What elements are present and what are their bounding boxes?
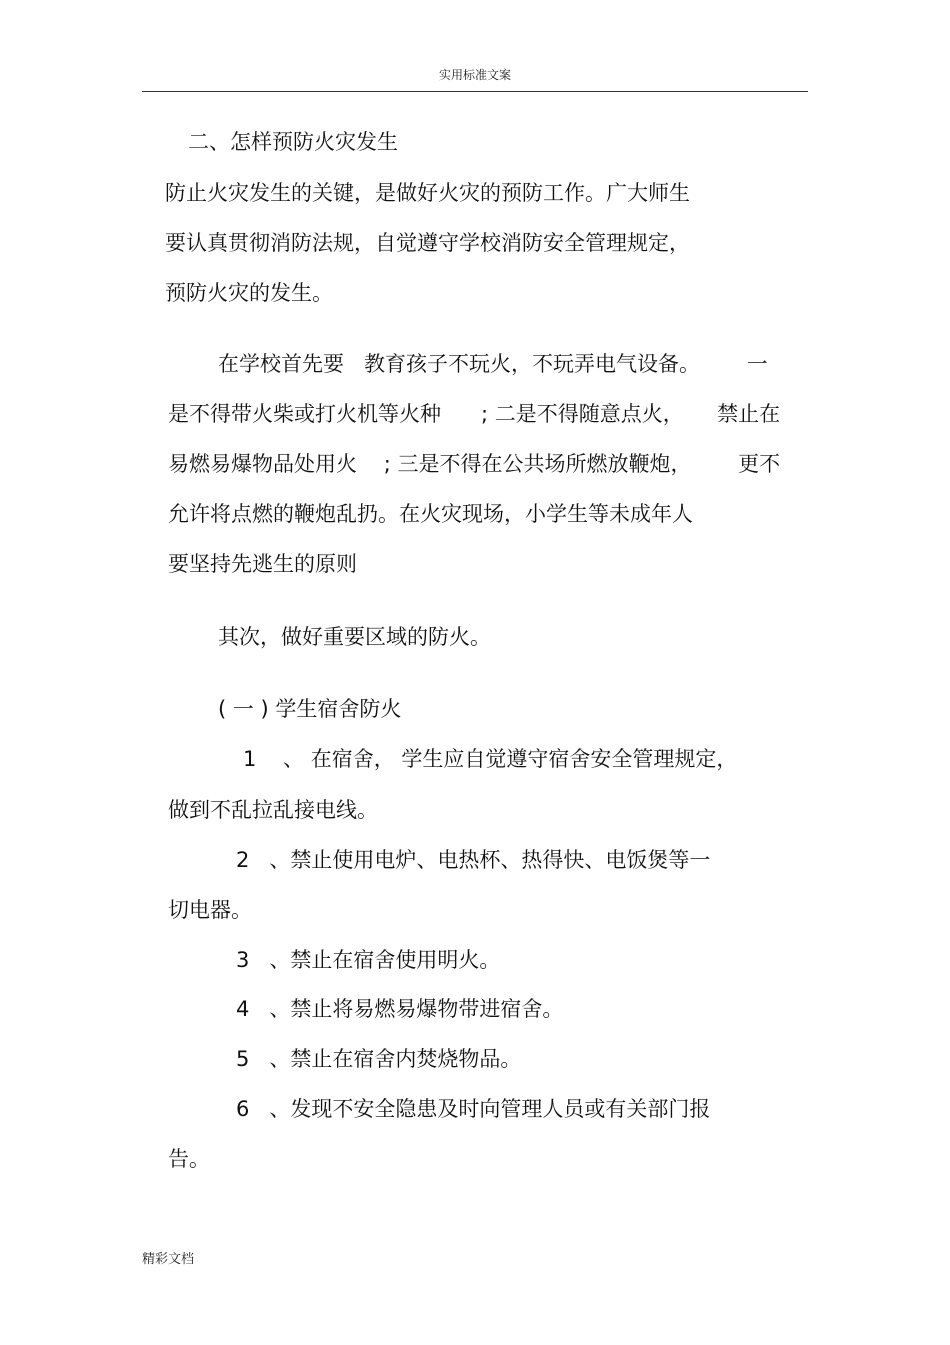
list-item-3: 3 、禁止在宿舍使用明火。 [236,948,501,972]
list-item-1-line-2: 做到不乱拉乱接电线。 [168,798,378,822]
paragraph-1-line-2: 是不得带火柴或打火机等火种 ; 二是不得随意点火， 禁止在 [168,402,781,426]
page-header-title: 实用标准文案 [438,68,511,82]
page-footer-label: 精彩文档 [142,1252,195,1267]
paragraph-1-line-5: 要坚持先逃生的原则 [168,552,357,576]
list-item-5: 5 、禁止在宿舍内焚烧物品。 [236,1047,522,1071]
sub-heading: ( 一 ) 学生宿舍防火 [218,697,402,721]
paragraph-1-line-4: 允许将点燃的鞭炮乱扔。在火灾现场，小学生等未成年人 [168,502,693,526]
paragraph-1-line-3: 易燃易爆物品处用火 ; 三是不得在公共场所燃放鞭炮， 更不 [168,452,781,476]
intro-line-3: 预防火灾的发生。 [165,281,333,305]
list-item-4: 4 、禁止将易燃易爆物带进宿舍。 [236,997,564,1021]
list-item-1-line-1: 1 、 在宿舍， 学生应自觉遵守宿舍安全管理规定， [243,747,738,771]
header-divider [142,91,808,92]
section-heading: 二、怎样预防火灾发生 [188,130,398,154]
list-item-6-line-2: 告。 [168,1147,210,1171]
paragraph-2: 其次，做好重要区域的防火。 [218,625,491,649]
paragraph-1-line-1: 在学校首先要 教育孩子不玩火，不玩弄电气设备。 一 [218,352,768,376]
list-item-6-line-1: 6 、发现不安全隐患及时向管理人员或有关部门报 [236,1097,711,1121]
list-item-2-line-2: 切电器。 [168,898,252,922]
intro-line-2: 要认真贯彻消防法规，自觉遵守学校消防安全管理规定， [165,231,690,255]
list-item-2-line-1: 2 、禁止使用电炉、电热杯、热得快、电饭煲等一 [236,848,711,872]
intro-line-1: 防止火灾发生的关键，是做好火灾的预防工作。广大师生 [165,181,690,205]
